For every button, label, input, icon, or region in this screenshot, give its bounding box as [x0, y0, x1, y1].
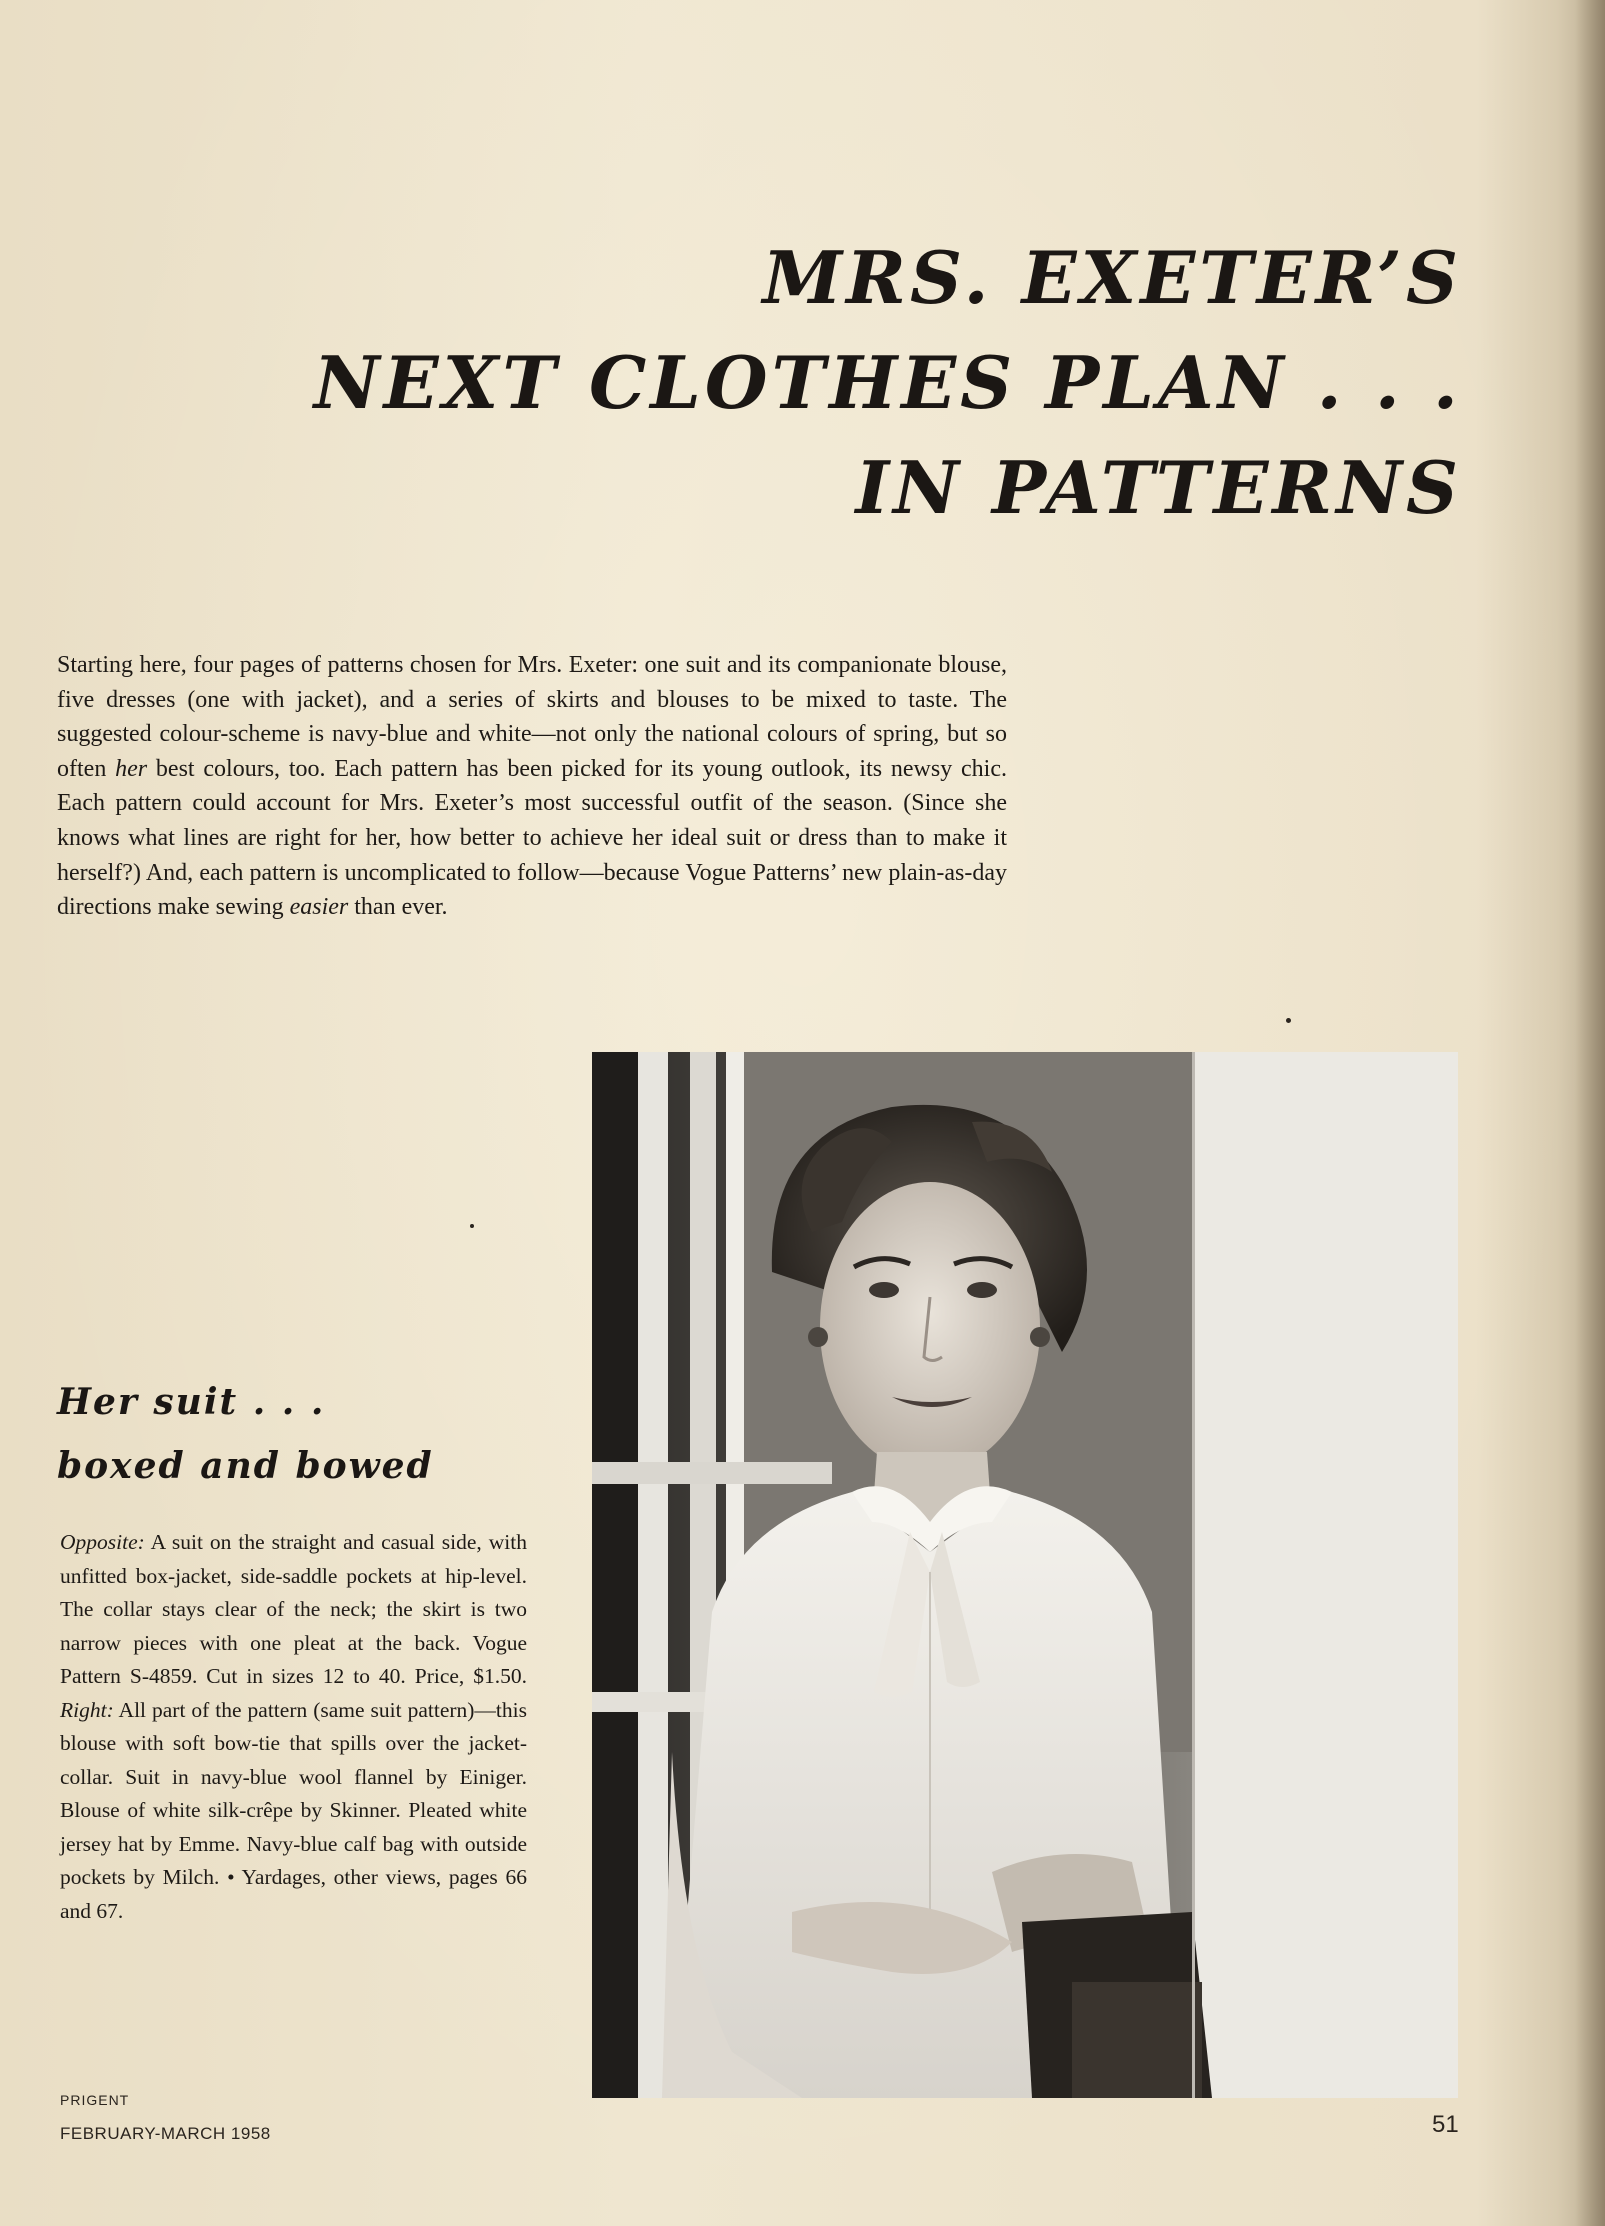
article-headline — [200, 225, 1462, 540]
intro-emphasis-easier: easier — [289, 894, 349, 921]
photo-caption — [60, 1526, 527, 1928]
caption-text-yardages: • Yardages, other views, pages 66 and 67. — [60, 1865, 528, 1923]
caption-text-right: All part of the pattern (same suit pattern)—this blouse with soft bow-tie that spills over the jacket-collar. Suit in navy-blue wool flannel by Einiger. Blouse of white silk-crêpe by Skinner. Pleated white jersey hat by Emme. Navy-blue calf bag with outside pockets by Milch. — [60, 1697, 527, 1889]
intro-text-3: than ever. — [348, 894, 448, 921]
intro-paragraph — [57, 648, 1007, 925]
intro-text-2: best colours, too. Each pattern has been picked for its young outlook, its newsy chic. Each pattern could account for Mrs. Exeter’s most successful outfit of the season. (Since she knows what lines are right for her, how better to achieve her ideal suit or dress than to make it herself?) And, each pattern is uncomplicated to follow—because Vogue Patterns’ new plain-as-day directions make sewing — [57, 755, 1007, 921]
page-number: 51 — [1432, 2111, 1459, 2138]
headline-line-3: IN PATTERNS — [855, 445, 1462, 530]
footer-publisher: PRIGENT — [60, 2092, 130, 2108]
intro-text-1: Starting here, four pages of patterns chosen for Mrs. Exeter: one suit and its companionate blouse, five dresses (one with jacket), and a series of skirts and blouses to be mixed to taste. The suggested colour-scheme is navy-blue and white—not only the national colours of spring, but so often — [57, 652, 1007, 782]
footer-issue-date: FEBRUARY-MARCH 1958 — [60, 2124, 271, 2143]
portrait-photo — [592, 1052, 1458, 2098]
print-speck — [470, 1224, 474, 1228]
headline-line-2: NEXT CLOTHES PLAN . . . — [313, 340, 1462, 425]
page-binding-shadow — [1575, 0, 1605, 2226]
caption-lead-opposite: Opposite: — [60, 1530, 145, 1554]
intro-emphasis-her: her — [115, 755, 148, 782]
section-subhead — [57, 1370, 557, 1498]
subhead-line-1: Her suit . . . — [57, 1381, 326, 1423]
caption-text-opposite: A suit on the straight and casual side, with unfitted box-jacket, side-saddle pockets at hip-level. The collar stays clear of the neck; the skirt is two narrow pieces with one pleat at the back. Vogue Pattern S-4859. Cut in sizes 12 to 40. Price, $1.50. — [60, 1530, 527, 1688]
portrait-illustration — [592, 1052, 1458, 2098]
caption-lead-right: Right: — [60, 1697, 114, 1722]
print-speck — [1286, 1018, 1291, 1023]
subhead-line-2: boxed and bowed — [57, 1445, 434, 1487]
headline-line-1: MRS. EXETER’S — [762, 235, 1462, 320]
